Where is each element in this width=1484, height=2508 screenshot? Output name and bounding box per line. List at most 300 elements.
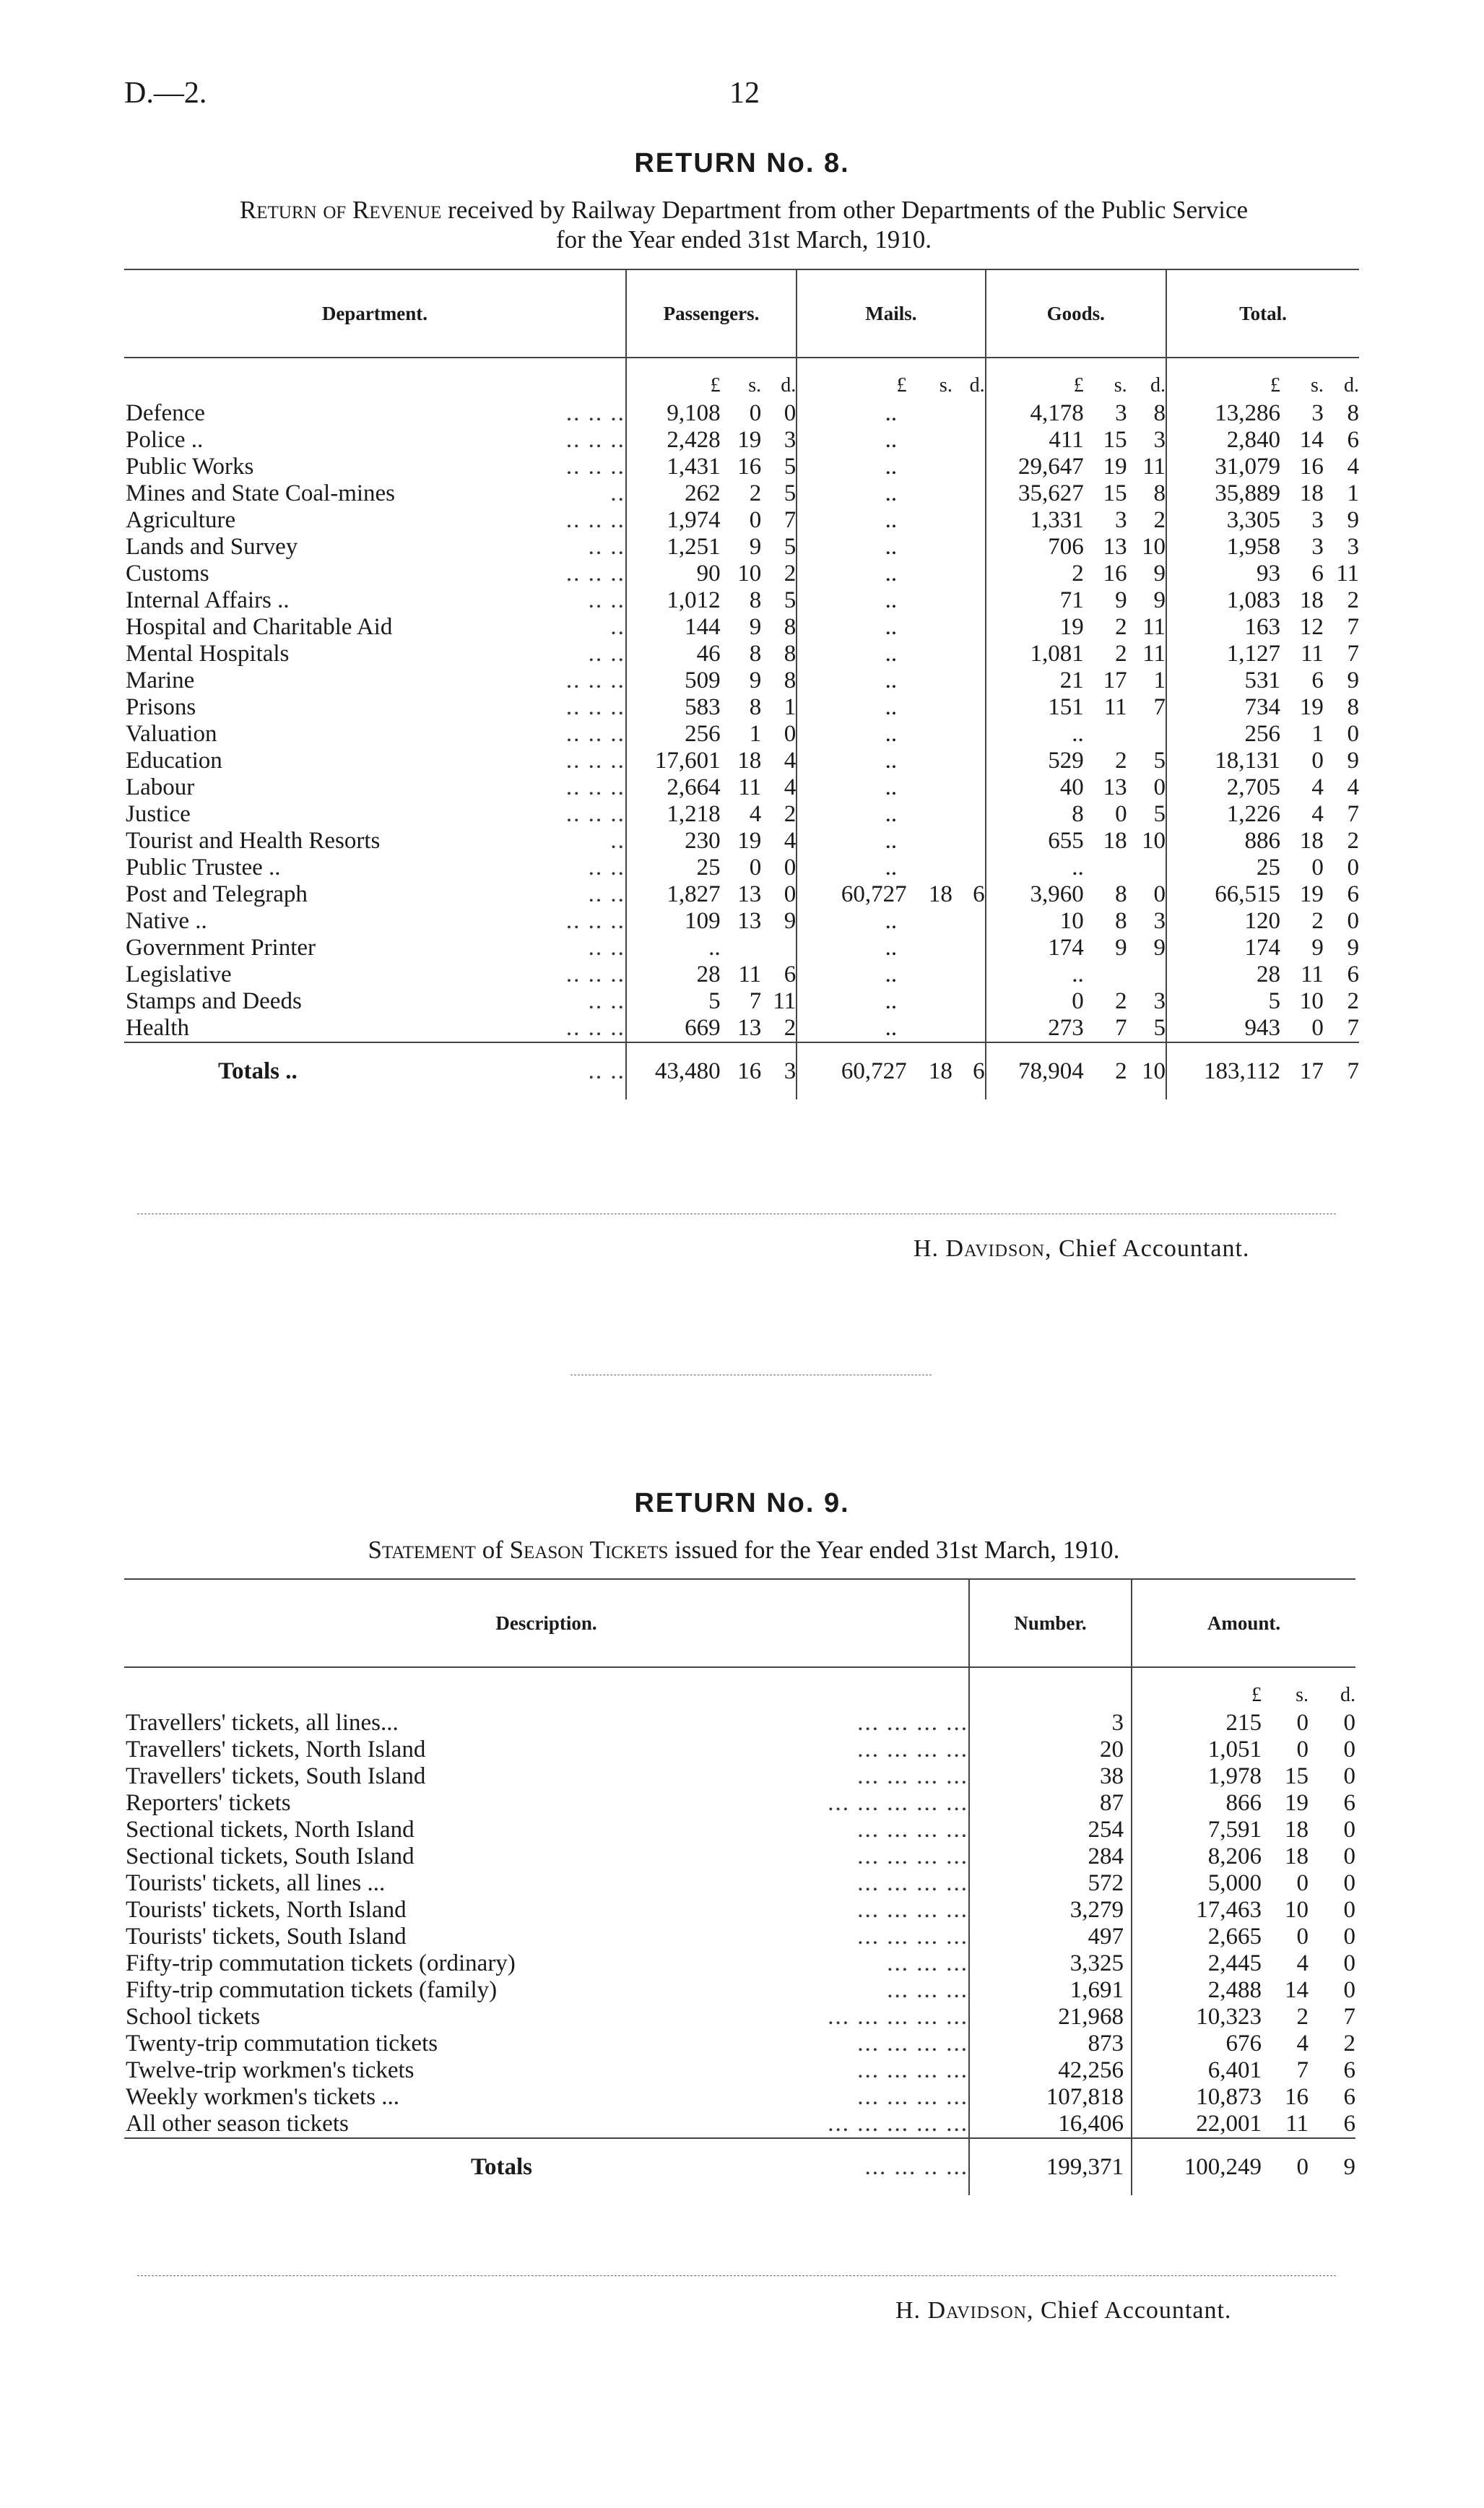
total-pence: 9 <box>1347 748 1359 774</box>
total-shillings: 9 <box>1311 935 1324 961</box>
table-row <box>124 2084 1355 2111</box>
goods-pence: 2 <box>1153 507 1166 533</box>
ticket-description: Fifty-trip commutation tickets (ordinary) <box>126 1950 516 1976</box>
amount-pence: 0 <box>1343 1977 1355 2003</box>
department-name: Prisons <box>126 694 196 720</box>
total-pence: 9 <box>1347 667 1359 693</box>
table-row <box>124 1710 1355 1737</box>
leader-dots: .. .. <box>588 935 625 961</box>
leader-dots: .. .. .. <box>565 908 625 934</box>
passengers-pounds: 28 <box>626 961 721 988</box>
leader-dots: ... ... ... ... ... <box>828 2111 968 2137</box>
department-name: Justice <box>126 801 191 827</box>
table-row <box>124 614 1359 641</box>
ticket-number: 3 <box>969 1710 1132 1737</box>
goods-pence: 0 <box>1153 774 1166 800</box>
leader-dots: .. .. .. <box>565 427 625 453</box>
amount-shillings: 14 <box>1285 1977 1309 2003</box>
leader-dots: ... ... ... ... ... <box>828 2004 968 2030</box>
passengers-pounds: 17,601 <box>626 748 721 774</box>
return8-signature-title: , Chief Accountant. <box>1045 1235 1250 1262</box>
return8-signature-name: H. Davidson <box>914 1235 1046 1262</box>
mails-nil: .. <box>797 614 985 641</box>
passengers-pounds: 583 <box>626 694 721 721</box>
table-row <box>124 2031 1355 2057</box>
unit-pounds: £ <box>986 358 1084 400</box>
passengers-pounds: 256 <box>626 721 721 748</box>
mails-shillings: 18 <box>928 881 953 907</box>
ticket-number: 572 <box>969 1870 1132 1897</box>
passengers-shillings: 11 <box>738 774 762 800</box>
total-goods-d: 10 <box>1127 1042 1166 1099</box>
totals-label-text: Totals .. <box>218 1058 298 1084</box>
return8-subtitle-body: received by Railway Department from other Departments of the Public Service <box>441 196 1249 224</box>
leader-dots: .. .. .. <box>565 1015 625 1041</box>
mails-nil: .. <box>797 454 985 480</box>
total-pounds: 120 <box>1166 908 1280 935</box>
goods-pence: 9 <box>1153 561 1166 587</box>
mails-nil: .. <box>797 908 985 935</box>
goods-shillings: 2 <box>1115 988 1127 1014</box>
passengers-shillings: 0 <box>749 507 762 533</box>
department-name: Police .. <box>126 427 204 453</box>
department-name: Hospital and Charitable Aid <box>126 614 393 640</box>
table-row <box>124 881 1359 908</box>
unit-shillings: s. <box>939 374 953 397</box>
goods-pounds: 10 <box>986 908 1084 935</box>
table-row <box>124 1977 1355 2004</box>
amount-shillings: 10 <box>1285 1897 1309 1923</box>
passengers-pence: 2 <box>784 561 797 587</box>
leader-dots: .. .. .. <box>565 961 625 987</box>
table-row <box>124 427 1359 454</box>
passengers-pence: 0 <box>784 855 797 881</box>
department-name: Valuation <box>126 721 217 747</box>
table-row <box>124 480 1359 507</box>
passengers-pence: 1 <box>784 694 797 720</box>
passengers-pence: 9 <box>784 908 797 934</box>
table-row <box>124 454 1359 480</box>
table-row <box>124 534 1359 561</box>
passengers-shillings: 0 <box>749 855 762 881</box>
col-department: Department. <box>321 302 428 324</box>
table-row <box>124 935 1359 961</box>
goods-shillings: 13 <box>1103 774 1127 800</box>
total-pounds: 256 <box>1166 721 1280 748</box>
total-shillings: 3 <box>1311 400 1324 426</box>
unit-pounds: £ <box>1166 358 1280 400</box>
mails-nil: .. <box>797 721 985 748</box>
ticket-number: 38 <box>969 1763 1132 1790</box>
ticket-description: Sectional tickets, North Island <box>126 1817 415 1843</box>
total-pounds: 1,226 <box>1166 801 1280 828</box>
total-pence: 2 <box>1347 587 1359 613</box>
goods-pounds: 40 <box>986 774 1084 801</box>
goods-shillings: 3 <box>1115 400 1127 426</box>
amount-shillings: 7 <box>1296 2057 1309 2083</box>
table-row <box>124 774 1359 801</box>
passengers-pence: 8 <box>784 614 797 640</box>
table-row <box>124 1763 1355 1790</box>
amount-pence: 0 <box>1343 1737 1355 1763</box>
amount-pounds: 866 <box>1132 1790 1262 1817</box>
table-row <box>124 1843 1355 1870</box>
col-description: Description. <box>495 1612 597 1634</box>
department-name: Government Printer <box>126 935 316 961</box>
goods-pence: 11 <box>1142 641 1166 667</box>
goods-shillings: 2 <box>1115 614 1127 640</box>
total-pence: 0 <box>1347 721 1359 747</box>
goods-shillings: 18 <box>1103 828 1127 854</box>
total-pence: 0 <box>1347 908 1359 934</box>
leader-dots: ... ... ... ... <box>857 1924 968 1950</box>
goods-shillings: 15 <box>1103 480 1127 506</box>
department-name: Defence <box>126 400 205 426</box>
total-pounds: 66,515 <box>1166 881 1280 908</box>
amount-shillings: 18 <box>1285 1817 1309 1843</box>
return8-signature <box>914 1235 1249 1263</box>
return9-subtitle-key: Season Tickets <box>509 1536 669 1564</box>
table-row <box>124 855 1359 881</box>
table-row <box>124 2057 1355 2084</box>
amount-pence: 0 <box>1343 1710 1355 1736</box>
passengers-shillings: 8 <box>749 587 762 613</box>
total-pence: 7 <box>1347 614 1359 640</box>
return9-subtitle-body: issued for the Year ended 31st March, 1910. <box>668 1536 1120 1564</box>
leader-dots: ... ... ... ... <box>857 2031 968 2057</box>
total-pounds: 1,958 <box>1166 534 1280 561</box>
passengers-shillings: 13 <box>737 881 762 907</box>
table-row <box>124 1897 1355 1924</box>
goods-pounds: 19 <box>986 614 1084 641</box>
goods-pounds: 29,647 <box>986 454 1084 480</box>
goods-shillings <box>1084 855 1127 881</box>
passengers-shillings: 2 <box>749 480 762 506</box>
mails-nil: .. <box>797 427 985 454</box>
total-pence: 6 <box>1347 427 1359 453</box>
leader-dots: ... ... ... ... <box>857 1843 968 1869</box>
mails-nil: .. <box>797 855 985 881</box>
department-name: Labour <box>126 774 195 800</box>
leader-dots: .. .. <box>588 881 625 907</box>
amount-pounds: 1,051 <box>1132 1737 1262 1763</box>
return9-subtitle-of: of <box>475 1536 510 1564</box>
ticket-description: Travellers' tickets, South Island <box>126 1763 426 1789</box>
goods-pence <box>1127 721 1166 748</box>
mails-nil: .. <box>797 587 985 614</box>
total-shillings: 6 <box>1311 667 1324 693</box>
total-pounds: 5 <box>1166 988 1280 1015</box>
return8-subtitle-lead: Return of Revenue <box>239 196 442 224</box>
ticket-number: 107,818 <box>969 2084 1132 2111</box>
leader-dots: ... ... ... ... <box>857 1737 968 1763</box>
department-name: Public Works <box>126 454 254 480</box>
table-row <box>124 2004 1355 2031</box>
ticket-description: Reporters' tickets <box>126 1790 291 1816</box>
passengers-pounds: 90 <box>626 561 721 587</box>
total-shillings: 4 <box>1311 801 1324 827</box>
total-shillings: 4 <box>1311 774 1324 800</box>
passengers-pounds: 144 <box>626 614 721 641</box>
leader-dots: .. .. <box>588 988 625 1014</box>
leader-dots: ... ... ... ... <box>857 1710 968 1736</box>
passengers-pence: 6 <box>784 961 797 987</box>
total-pence: 9 <box>1347 507 1359 533</box>
goods-shillings: 8 <box>1115 881 1127 907</box>
goods-pence: 3 <box>1153 988 1166 1014</box>
page-number: 12 <box>729 77 760 110</box>
total-goods-l: 78,904 <box>986 1042 1084 1099</box>
table-row <box>124 748 1359 774</box>
ticket-number: 254 <box>969 1817 1132 1843</box>
ticket-number: 497 <box>969 1924 1132 1950</box>
leader-dots: .. .. .. <box>565 507 625 533</box>
goods-pence: 10 <box>1142 534 1166 560</box>
leader-dots: .. .. .. <box>565 561 625 587</box>
total-shillings: 0 <box>1311 1015 1324 1041</box>
leader-dots: ... ... ... ... <box>857 1763 968 1789</box>
goods-pounds: 8 <box>986 801 1084 828</box>
table-row <box>124 561 1359 587</box>
total-pounds: 93 <box>1166 561 1280 587</box>
table-row <box>124 400 1359 427</box>
return9-header-row <box>124 1579 1355 1667</box>
totals-label-text: Totals <box>471 2153 532 2180</box>
goods-pence: 0 <box>1153 881 1166 907</box>
ticket-description: Tourists' tickets, South Island <box>126 1924 407 1950</box>
passengers-pounds: 25 <box>626 855 721 881</box>
goods-pounds: 3,960 <box>986 881 1084 908</box>
unit-pounds: £ <box>1132 1667 1262 1710</box>
total-shillings: 11 <box>1301 641 1324 667</box>
goods-pounds: 273 <box>986 1015 1084 1042</box>
unit-pence: d. <box>1150 374 1166 397</box>
mails-nil: .. <box>797 935 985 961</box>
table-row <box>124 1924 1355 1950</box>
passengers-pounds: 1,012 <box>626 587 721 614</box>
total-pence: 7 <box>1347 801 1359 827</box>
amount-pence: 6 <box>1343 2111 1355 2137</box>
total-pounds: 13,286 <box>1166 400 1280 427</box>
table-row <box>124 1790 1355 1817</box>
unit-shillings: s. <box>1310 374 1324 397</box>
return9-table <box>124 1578 1355 2195</box>
amount-shillings: 15 <box>1285 1763 1309 1789</box>
goods-pounds: 4,178 <box>986 400 1084 427</box>
total-pass-d: 3 <box>761 1042 797 1099</box>
amount-shillings: 0 <box>1296 1870 1309 1896</box>
mails-nil: .. <box>797 641 985 667</box>
passengers-pence: 2 <box>784 1015 797 1041</box>
department-name: Internal Affairs .. <box>126 587 290 613</box>
amount-shillings: 0 <box>1296 1924 1309 1950</box>
return9-totals-row <box>124 2138 1355 2195</box>
passengers-pounds: 1,431 <box>626 454 721 480</box>
total-pence: 4 <box>1347 454 1359 480</box>
total-pounds: 2,705 <box>1166 774 1280 801</box>
goods-pence <box>1127 855 1166 881</box>
passengers-shillings <box>721 935 762 961</box>
goods-pounds: 151 <box>986 694 1084 721</box>
table-row <box>124 1950 1355 1977</box>
amount-pounds: 8,206 <box>1132 1843 1262 1870</box>
ticket-number: 20 <box>969 1737 1132 1763</box>
ticket-description: All other season tickets <box>126 2111 349 2137</box>
amount-pounds: 215 <box>1132 1710 1262 1737</box>
ticket-description: Twenty-trip commutation tickets <box>126 2031 438 2057</box>
leader-dots: ... ... ... ... ... <box>828 1790 968 1816</box>
leader-dots: ... ... ... ... <box>857 1897 968 1923</box>
goods-pence: 3 <box>1153 427 1166 453</box>
mails-nil: .. <box>797 694 985 721</box>
ticket-number: 42,256 <box>969 2057 1132 2084</box>
goods-shillings: 8 <box>1115 908 1127 934</box>
mails-nil: .. <box>797 667 985 694</box>
total-pounds: 2,840 <box>1166 427 1280 454</box>
leader-dots: .. .. .. <box>565 774 625 800</box>
goods-pence: 5 <box>1153 1015 1166 1041</box>
department-name: Agriculture <box>126 507 236 533</box>
goods-shillings: 7 <box>1115 1015 1127 1041</box>
table-row <box>124 1737 1355 1763</box>
passengers-pence: 8 <box>784 641 797 667</box>
total-total-d: 7 <box>1324 1042 1359 1099</box>
goods-pounds: 71 <box>986 587 1084 614</box>
amount-pence: 0 <box>1343 1843 1355 1869</box>
totals-label <box>124 1042 513 1099</box>
total-mails-s: 18 <box>907 1042 953 1099</box>
ticket-number: 21,968 <box>969 2004 1132 2031</box>
goods-pence: 8 <box>1153 400 1166 426</box>
goods-pounds: 1,331 <box>986 507 1084 534</box>
ticket-number: 3,325 <box>969 1950 1132 1977</box>
col-number: Number. <box>969 1579 1132 1667</box>
mails-nil: .. <box>797 400 985 427</box>
mails-nil: .. <box>797 561 985 587</box>
passengers-pounds: 230 <box>626 828 721 855</box>
col-passengers: Passengers. <box>626 269 797 358</box>
ticket-description: Twelve-trip workmen's tickets <box>126 2057 415 2083</box>
total-shillings: 0 <box>1311 748 1324 774</box>
col-goods: Goods. <box>986 269 1166 358</box>
amount-shillings: 2 <box>1296 2004 1309 2030</box>
goods-pence: 7 <box>1153 694 1166 720</box>
passengers-shillings: 1 <box>749 721 762 747</box>
goods-shillings <box>1084 961 1127 988</box>
total-pounds: 943 <box>1166 1015 1280 1042</box>
passengers-shillings: 19 <box>737 828 762 854</box>
total-pence: 3 <box>1347 534 1359 560</box>
unit-pence: d. <box>1340 1684 1355 1706</box>
leader-dots: ... ... ... ... <box>857 1870 968 1896</box>
amount-pence: 0 <box>1343 1763 1355 1789</box>
amount-pence: 0 <box>1343 1950 1355 1976</box>
department-name: Lands and Survey <box>126 534 298 560</box>
mails-nil: .. <box>797 748 985 774</box>
total-pounds: 28 <box>1166 961 1280 988</box>
passengers-pence: 11 <box>773 988 797 1014</box>
leader-dots: ... ... ... <box>887 1950 968 1976</box>
unit-pounds: £ <box>626 358 721 400</box>
amount-pence: 6 <box>1343 2057 1355 2083</box>
goods-shillings: 2 <box>1115 748 1127 774</box>
passengers-pence: 5 <box>784 587 797 613</box>
total-goods-s: 2 <box>1084 1042 1127 1099</box>
return9-signature-name: H. Davidson <box>895 2297 1028 2324</box>
total-pounds: 531 <box>1166 667 1280 694</box>
amount-pence: 2 <box>1343 2031 1355 2057</box>
ticket-number: 16,406 <box>969 2111 1132 2138</box>
passengers-shillings: 8 <box>749 694 762 720</box>
unit-pence: d. <box>781 374 797 397</box>
amount-pence: 7 <box>1343 2004 1355 2030</box>
total-pounds: 734 <box>1166 694 1280 721</box>
passengers-pence: 4 <box>784 774 797 800</box>
leader-dots: ... ... ... ... <box>857 2057 968 2083</box>
total-pence: 2 <box>1347 988 1359 1014</box>
amount-shillings: 19 <box>1285 1790 1309 1816</box>
goods-pounds: 529 <box>986 748 1084 774</box>
goods-pence: 3 <box>1153 908 1166 934</box>
ticket-number: 873 <box>969 2031 1132 2057</box>
return9-title: RETURN No. 9. <box>634 1488 850 1518</box>
passengers-shillings: 16 <box>737 454 762 480</box>
total-pence: 8 <box>1347 400 1359 426</box>
total-amount-l: 100,249 <box>1132 2138 1262 2195</box>
passengers-pounds: 2,664 <box>626 774 721 801</box>
amount-pence: 6 <box>1343 2084 1355 2110</box>
unit-shillings: s. <box>748 374 762 397</box>
goods-shillings: 15 <box>1103 427 1127 453</box>
total-pence: 7 <box>1347 641 1359 667</box>
mails-nil: .. <box>797 534 985 561</box>
total-pence: 6 <box>1347 881 1359 907</box>
leader-dots: ... ... ... ... <box>857 1817 968 1843</box>
col-amount: Amount. <box>1132 1579 1355 1667</box>
leader-dots: .. .. <box>588 641 625 667</box>
goods-shillings: 19 <box>1103 454 1127 480</box>
leader-dots: .. .. .. <box>565 721 625 747</box>
department-name: Mental Hospitals <box>126 641 290 667</box>
goods-pence: 10 <box>1142 828 1166 854</box>
table-row <box>124 1870 1355 1897</box>
total-pounds: 174 <box>1166 935 1280 961</box>
goods-shillings: 13 <box>1103 534 1127 560</box>
passengers-shillings: 9 <box>749 614 762 640</box>
passengers-pence: 5 <box>784 480 797 506</box>
leader-dots: .. .. .. <box>565 748 625 774</box>
passengers-pence: 3 <box>784 427 797 453</box>
total-pounds: 35,889 <box>1166 480 1280 507</box>
total-shillings: 19 <box>1299 694 1324 720</box>
goods-pounds: 35,627 <box>986 480 1084 507</box>
department-name: Legislative <box>126 961 232 987</box>
passengers-pounds: .. <box>626 935 721 961</box>
mails-nil: .. <box>797 961 985 988</box>
goods-pence: 11 <box>1142 454 1166 480</box>
totals-label <box>124 2138 630 2195</box>
passengers-shillings: 8 <box>749 641 762 667</box>
goods-pounds: .. <box>986 721 1084 748</box>
passengers-pounds: 1,218 <box>626 801 721 828</box>
return8-subtitle-period: for the Year ended 31st March, 1910. <box>555 225 932 254</box>
passengers-shillings: 9 <box>749 534 762 560</box>
leader-dots: .. <box>610 480 625 506</box>
total-shillings: 18 <box>1299 587 1324 613</box>
total-pass-s: 16 <box>721 1042 762 1099</box>
unit-shillings: s. <box>1114 374 1127 397</box>
passengers-pounds: 2,428 <box>626 427 721 454</box>
